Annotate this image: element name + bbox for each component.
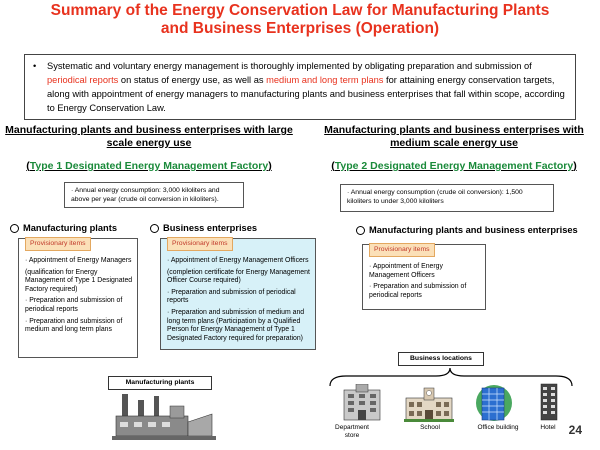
left-mfg-heading-text: Manufacturing plants: [23, 223, 118, 233]
intro-text-1: Systematic and voluntary energy management is thoroughly implemented by obligating preparation and submission of: [47, 61, 532, 71]
right-type-close: ): [573, 160, 577, 172]
list-item: · Appointment of Energy Management Officers: [167, 257, 309, 264]
factory-illustration: [112, 392, 216, 444]
left-mfg-heading: [10, 222, 117, 234]
caption-school: School: [420, 424, 440, 431]
intro-highlight-plans: medium and long term plans: [266, 75, 384, 85]
intro-text-3: for attaining energy conservation targets, along with appointment of energy managers to manufacturing plants and business enterprises that fall within scope, according to Energy Conservation Law.: [47, 75, 565, 113]
right-type-label: [312, 160, 596, 173]
left-column-heading: Manufacturing plants and business enterprises with large scale energy use: [5, 124, 293, 149]
left-type-label: [4, 160, 294, 173]
right-mfg-biz-panel: [362, 244, 486, 310]
circle-icon: [356, 226, 365, 235]
left-condition-box: · Annual energy consumption: 3,000 kiloliters and above per year (crude oil conversion in kiloliters).: [64, 182, 244, 208]
list-item: · Preparation and submission of periodical reports: [369, 283, 467, 299]
right-type-name: Type 2 Designated Energy Management Factory: [334, 160, 574, 172]
right-column-heading: Manufacturing plants and business enterprises with medium scale energy use: [324, 124, 584, 149]
left-biz-heading-text: Business enterprises: [163, 223, 258, 233]
intro-text-2: on status of energy use, as well as: [118, 75, 267, 85]
left-biz-items: [167, 257, 311, 346]
circle-icon: [150, 224, 159, 233]
office-building-icon: [472, 384, 516, 422]
page-number: 24: [568, 423, 582, 437]
list-item: · Preparation and submission of periodical reports: [167, 288, 296, 305]
circle-icon: [10, 224, 19, 233]
left-type-name: Type 1 Designated Energy Management Factory: [29, 160, 269, 172]
list-item: (qualification for Energy Management of Type 1 Designated Factory required): [25, 268, 133, 293]
list-item: (completion certificate for Energy Management Officer Course required): [167, 268, 310, 285]
right-condition-box: · Annual energy consumption (crude oil conversion): 1,500 kiloliters to under 3,000 kiloliters: [340, 184, 554, 212]
left-type-open: (: [26, 160, 30, 172]
list-item: · Preparation and submission of medium and long term plans (Participation by a Qualified Person for Energy Management of Type 1 Designated Factory required for preparation): [167, 308, 305, 342]
department-store-icon: [340, 384, 384, 422]
list-item: · Appointment of Energy Management Officers: [369, 263, 443, 279]
left-mfg-panel: [18, 238, 138, 358]
intro-highlight-periodical-reports: periodical reports: [47, 75, 119, 85]
right-mfg-biz-heading-text: Manufacturing plants and business enterprises: [369, 225, 578, 235]
page-title: [0, 2, 600, 38]
caption-department-store: Department store: [335, 424, 369, 439]
list-item: · Preparation and submission of periodical reports: [25, 297, 123, 313]
caption-hotel: Hotel: [540, 424, 556, 431]
title-line-2: and Business Enterprises (Operation): [160, 20, 440, 37]
left-biz-prov-tag: Provisionary items: [167, 237, 233, 251]
left-biz-heading: [150, 222, 257, 234]
left-mfg-prov-tag: Provisionary items: [25, 237, 91, 251]
left-biz-panel: [160, 238, 316, 350]
bullet-glyph: •: [33, 61, 37, 71]
list-item: · Preparation and submission of medium and long term plans: [25, 317, 123, 334]
list-item: · Appointment of Energy Managers: [25, 257, 132, 264]
caption-office-building: Office building: [477, 424, 519, 431]
title-line-1: Summary of the Energy Conservation Law for Manufacturing Plants: [50, 2, 550, 19]
business-locations-label: Business locations: [398, 352, 484, 366]
left-type-close: ): [268, 160, 272, 172]
right-type-open: (: [331, 160, 335, 172]
hotel-icon: [538, 382, 560, 422]
right-prov-tag: Provisionary items: [369, 243, 435, 257]
manufacturing-plants-label: Manufacturing plants: [108, 376, 212, 390]
intro-box: [24, 54, 576, 120]
school-icon: [404, 386, 454, 422]
left-mfg-items: [25, 257, 133, 338]
right-items: [369, 263, 481, 303]
right-mfg-biz-heading: [356, 224, 578, 236]
